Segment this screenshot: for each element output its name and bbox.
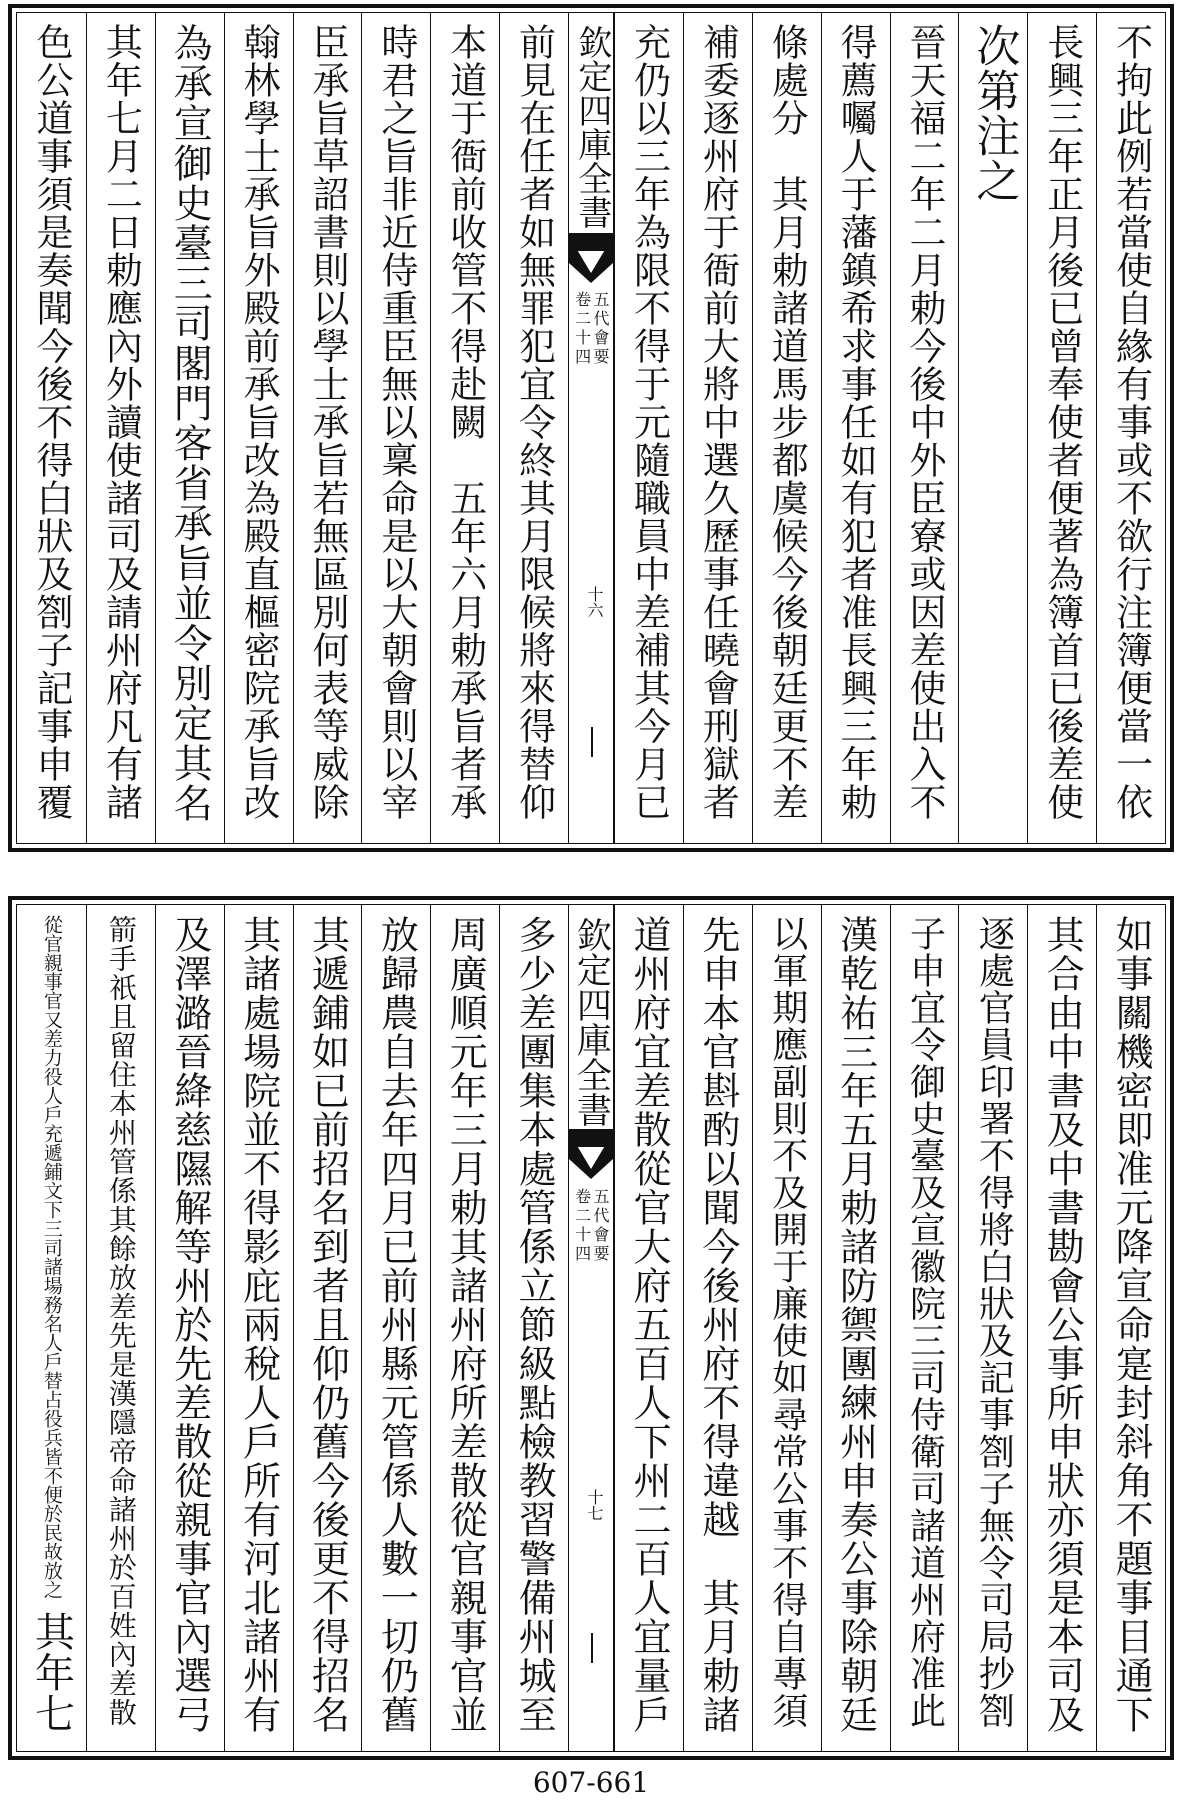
text-column-content: 放歸農自去年四月已前州縣元管係人數一切仍舊 — [374, 915, 419, 1734]
text-column-content: 色公道事須是奏聞今後不得白狀及劄子記事申覆 — [29, 23, 73, 821]
text-column-content: 晉天福二年二月勅今後中外臣寮或因差使出入不 — [902, 23, 946, 821]
book-title: 欽定四庫全書 — [571, 917, 612, 1127]
upper-page-text-column — [1027, 13, 1096, 843]
fish-tail-mark-icon — [569, 1129, 613, 1179]
lower-page-text-column — [958, 905, 1027, 1751]
book-title: 欽定四庫全書 — [571, 25, 612, 229]
text-column-content: 充仍以三年為限不得于元隨職員中差補其今月已 — [627, 23, 671, 821]
upper-page-text-column — [821, 13, 890, 843]
text-column-content: 不拘此例若當使自緣有事或不欲行注簿便當一依 — [1109, 23, 1153, 821]
text-column-content: 箭手祇且留住本州管係其餘放差先是漢隱帝命諸州於百姓內差散 — [104, 915, 138, 1727]
upper-page-center-gutter — [568, 13, 614, 843]
volume-label: 卷二十四 — [572, 291, 592, 368]
lower-page-text-column — [499, 905, 568, 1751]
text-column-tail: 其年七 — [28, 1611, 75, 1734]
text-column-content: 翰林學士承旨外殿前承旨改為殿直樞密院承旨改 — [237, 23, 281, 821]
volume-label: 卷二十四 — [572, 1188, 592, 1265]
gutter-tick — [591, 727, 593, 757]
upper-page-text-column — [361, 13, 430, 843]
upper-page-text-column — [1096, 13, 1165, 843]
text-column-content: 先申本官斟酌以聞今後州府不得違越 其月勅諸 — [695, 915, 740, 1734]
text-column-content: 逐處官員印署不得將白狀及記事劄子無令司局抄劄 — [973, 915, 1015, 1729]
text-column-content: 條處分 其月勅諸道馬步都虞候今後朝廷更不差 — [765, 23, 809, 821]
gutter-tick — [591, 1633, 593, 1663]
upper-page-frame — [16, 12, 1166, 844]
text-column-content: 其年七月二日勅應內外讀使諸司及請州府凡有諸 — [99, 23, 143, 821]
upper-page-text-column — [17, 13, 86, 843]
text-column-content: 漢乾祐三年五月勅諸防禦團練州申奏公事除朝廷 — [833, 915, 878, 1734]
text-column-content: 道州府宜差散從官大府五百人下州二百人宜量戶 — [626, 915, 671, 1734]
lower-page-text-column — [1096, 905, 1165, 1751]
upper-page — [8, 4, 1174, 852]
fish-tail-mark-icon — [569, 233, 613, 283]
lower-page-text-column — [752, 905, 821, 1751]
text-column-content: 時君之旨非近侍重臣無以稟命是以大朝會則以宰 — [374, 23, 418, 821]
text-column-content: 及澤潞晉絳慈隰解等州於先差散從親事官內選弓 — [167, 915, 212, 1734]
upper-page-text-column — [86, 13, 155, 843]
text-column-content: 其遞鋪如已前招名到者且仰仍舊今後更不得招名 — [305, 915, 350, 1734]
text-column-content: 補委逐州府于衙前大將中選久歷事任曉會刑獄者 — [696, 23, 740, 821]
upper-page-text-column — [499, 13, 568, 843]
text-column-content: 其合由中書及中書勘會公事所申狀亦須是本司及 — [1040, 915, 1085, 1734]
lower-page-text-column — [430, 905, 499, 1751]
lower-page — [8, 896, 1174, 1760]
lower-page-frame — [16, 904, 1166, 1752]
lower-page-text-column — [86, 905, 155, 1751]
text-column-content: 多少差團集本處管係立節級點檢教習警備州城至 — [512, 915, 557, 1734]
upper-page-text-column — [958, 13, 1027, 843]
text-column-content: 得薦囑人于藩鎮希求事任如有犯者准長興三年勅 — [834, 23, 878, 821]
upper-page-text-column — [614, 13, 683, 843]
leaf-number: 十六 — [585, 585, 604, 618]
text-column-content: 其諸處場院並不得影庇兩稅人戶所有河北諸州有 — [236, 915, 281, 1734]
leaf-number: 十七 — [585, 1488, 604, 1521]
lower-page-text-column — [890, 905, 959, 1751]
lower-page-text-column — [683, 905, 752, 1751]
text-column-content: 周廣順元年三月勅其諸州府所差散從官親事官並 — [443, 915, 488, 1734]
text-column-content: 本道于衙前收管不得赴闕 五年六月勅承旨者承 — [443, 23, 487, 821]
text-column-content: 前見在任者如無罪犯宜令終其月限候將來得替仰 — [512, 23, 556, 821]
book-subtitle: 五代會要 — [591, 1188, 610, 1265]
lower-page-text-column — [614, 905, 683, 1751]
text-column-content: 以軍期應副則不及開于廉使如尋常公事不得自專須 — [766, 915, 808, 1729]
lower-page-text-column — [224, 905, 293, 1751]
upper-page-text-column — [752, 13, 821, 843]
annotation-note: 從官親事官又差力役人戶充遞鋪文下三司諸場務名人戶替占役兵皆不便於民故放之 — [40, 915, 63, 1599]
lower-page-center-gutter — [568, 905, 614, 1751]
text-column-content: 次第注之 — [968, 23, 1020, 203]
lower-page-text-column — [155, 905, 224, 1751]
text-column-content: 子申宜令御史臺及宣徽院三司侍衛司諸道州府准此 — [904, 915, 946, 1729]
lower-page-text-column — [17, 905, 86, 1751]
lower-page-text-column — [1027, 905, 1096, 1751]
book-subtitle: 五代會要 — [591, 291, 610, 368]
text-column-content: 如事關機密即准元降宣命寔封斜角不題事目通下 — [1109, 915, 1154, 1734]
text-column-content: 長興三年正月後已曾奉使者便著為簿首已後差使 — [1040, 23, 1084, 821]
upper-page-text-column — [293, 13, 362, 843]
lower-page-text-column — [361, 905, 430, 1751]
upper-page-text-column — [430, 13, 499, 843]
upper-page-text-column — [890, 13, 959, 843]
text-column-content: 為承宣御史臺三司閣門客省承旨並令別定其名 — [167, 23, 213, 823]
upper-page-text-column — [683, 13, 752, 843]
lower-page-text-column — [293, 905, 362, 1751]
page-footer-number: 607-661 — [532, 1766, 650, 1799]
upper-page-text-column — [155, 13, 224, 843]
text-column-content: 臣承旨草詔書則以學士承旨若無區別何表等威除 — [305, 23, 349, 821]
lower-page-text-column — [821, 905, 890, 1751]
upper-page-text-column — [224, 13, 293, 843]
